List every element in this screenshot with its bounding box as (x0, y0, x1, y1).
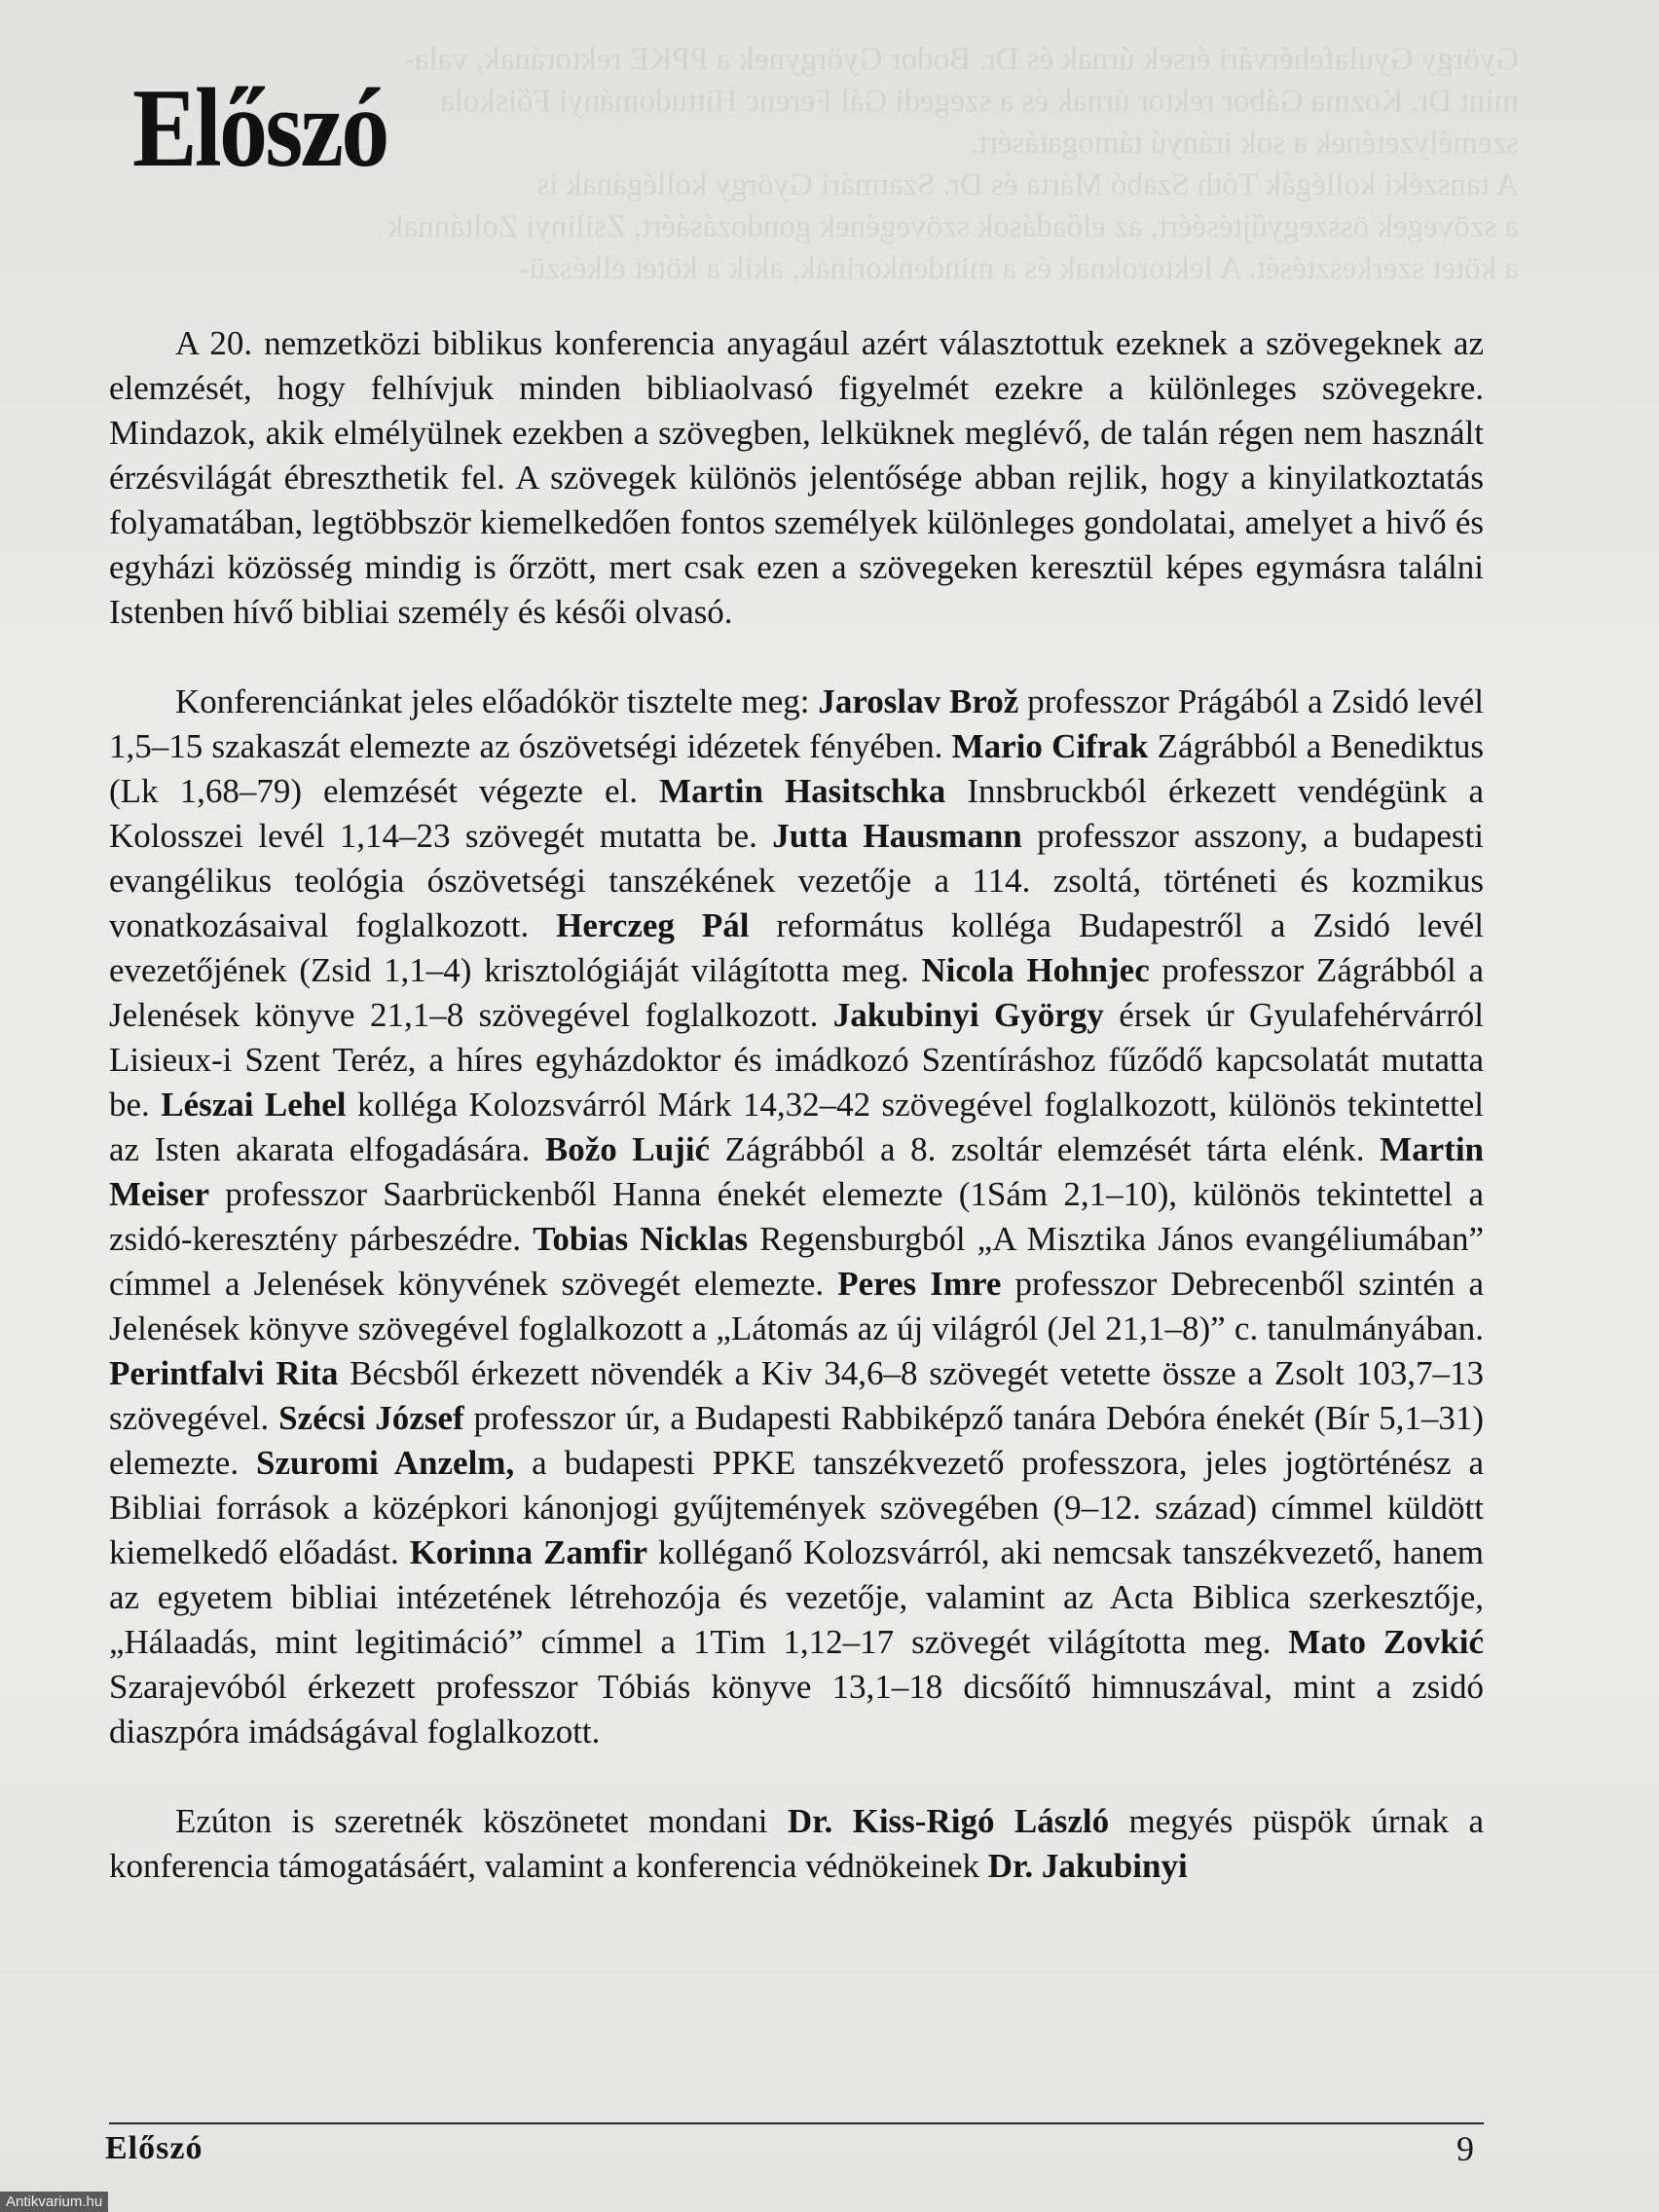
text-run: érsek úr Gyulafehérvárról Lisieux-i Szent Teréz, a híres egyházdoktor és imádkozó Szentíráshoz fűződő kapcsolatát mutatta be. (109, 996, 1484, 1124)
author-name: Dr. Jakubinyi (987, 1847, 1188, 1885)
text-run: Ezúton is szeretnék köszönetet mondani (175, 1802, 788, 1840)
author-name: Jutta Hausmann (772, 817, 1022, 855)
text-run: megyés püspök úrnak a konferencia támogatásáért, valamint a konferencia védnökeinek (109, 1802, 1485, 1885)
text-run: a budapesti PPKE tanszékvezető professzora, jeles jogtörténész a Bibliai források a középkori kánonjogi gyűjtemények szövegében (9–12. század) címmel küldött kiemelkedő előadást. (109, 1444, 1484, 1571)
author-name: Jaroslav Brož (818, 682, 1019, 720)
text-run: professzor Zágrábból a Jelenések könyve 21,1–8 szövegével foglalkozott. (109, 951, 1485, 1034)
bleed-through-line: György Gyulafehérvári érsek úrnak és Dr. Bodor Györgynek a PPKE rektorának, vala- (403, 42, 1519, 77)
author-name: Peres Imre (837, 1265, 1002, 1303)
text-run: kolléga Kolozsvárról Márk 14,32–42 szövegével foglalkozott, különös tekintettel az Isten akarata elfogadására. (109, 1086, 1484, 1168)
text-run: református kolléga Budapestről a Zsidó levél evezetőjének (Zsid 1,1–4) krisztológiáját világította meg. (109, 906, 1484, 989)
author-name: Nicola Hohnjec (921, 951, 1150, 989)
text-run: kolléganő Kolozsvárról, aki nemcsak tanszékvezető, hanem az egyetem bibliai intézetének létrehozója és vezetője, valamint az Acta Biblica szerkesztője, „Hálaadás, mint legitimáció” címmel a 1Tim 1,12–17 szövegét világította meg. (109, 1533, 1484, 1661)
bleed-through-line: személyzetének a sok irányú támogatásért. (970, 126, 1519, 161)
text-run: Szarajevóból érkezett professzor Tóbiás könyve 13,1–18 dicsőítő himnuszával, mint a zsidó diaszpóra imádságával foglalkozott. (109, 1668, 1484, 1751)
author-name: Mario Cifrak (951, 727, 1149, 765)
bleed-through-line: a kötet szerkesztését. A lektoroknak és a mindenkorinak, akik a kötet elkészü- (518, 251, 1519, 286)
bleed-through-line: mint Dr. Kozma Gábor rektor úrnak és a szegedi Gál Ferenc Hittudományi Főiskola (440, 84, 1519, 119)
author-name: Martin Hasitschka (659, 772, 946, 810)
text-run: Konferenciánkat jeles előadókör tisztelte meg: (175, 682, 819, 720)
author-name: Jakubinyi György (832, 996, 1104, 1034)
bleed-through-text (387, 39, 1519, 331)
text-run: Regensburgból „A Misztika János evangéliumában” címmel a Jelenések könyvének szövegét elemezte. (109, 1220, 1484, 1303)
text-run: Bécsből érkezett növendék a Kiv 34,6–8 szövegét vetette össze a Zsolt 103,7–13 szövegével. (109, 1354, 1485, 1437)
text-run: professzor Saarbrückenből Hanna énekét elemezte (1Sám 2,1–10), különös tekintettel a zsidó-keresztény párbeszédre. (109, 1175, 1484, 1258)
paragraph (109, 321, 1484, 635)
author-name: Tobias Nicklas (533, 1220, 749, 1258)
text-run: Innsbruckból érkezett vendégünk a Kolosszei levél 1,14–23 szövegét mutatta be. (109, 772, 1484, 855)
text-run: Zágrábból a 8. zsoltár elemzését tárta elénk. (710, 1130, 1381, 1168)
author-name: Mato Zovkić (1288, 1623, 1484, 1661)
bleed-through-line: A tanszéki kollégák Tóth Szabó Márta és Dr. Szatmári György kollégának is (536, 167, 1519, 203)
running-footer-title: Előszó (105, 2130, 203, 2166)
watermark: Antikvarium.hu (0, 2192, 108, 2212)
author-name: Szécsi József (278, 1399, 464, 1437)
footer-rule (109, 2122, 1484, 2124)
text-run: professzor Debrecenből szintén a Jelenések könyve szövegével foglalkozott a „Látomás az új világról (Jel 21,1–8)” c. tanulmányában. (109, 1265, 1485, 1347)
body-text (109, 321, 1484, 1889)
author-name: Lészai Lehel (161, 1086, 347, 1124)
text-run: professzor úr, a Budapesti Rabbiképző tanára Debóra énekét (Bír 5,1–31) elemezte. (109, 1399, 1484, 1482)
paragraph (109, 680, 1484, 1754)
page-title: Előszó (132, 66, 387, 191)
author-name: Božo Lujić (544, 1130, 711, 1168)
author-name: Perintfalvi Rita (109, 1354, 339, 1392)
text-run: Zágrábból a Benediktus (Lk 1,68–79) elemzését végezte el. (109, 727, 1484, 810)
paragraph (109, 1799, 1484, 1889)
text-run: A 20. nemzetközi biblikus konferencia anyagául azért választottuk ezeknek a szövegeknek az elemzését, hogy felhívjuk minden bibliaolvasó figyelmét ezekre a különleges szövegekre. Mindazok, akik elmélyülnek ezekben a szövegben, lelküknek meglévő, de talán régen nem használt érzésvilágát ébreszthetik fel. A szövegek különös jelentősége abban rejlik, hogy a kinyilatkoztatás folyamatában, legtöbbször kiemelkedően fontos személyek különleges gondolatai, amelyet a hivő és egyházi közösség mindig is őrzött, mert csak ezen a szövegeken keresztül képes egymásra találni Istenben hívő bibliai személy és késői olvasó. (109, 324, 1484, 631)
bleed-through-line: a szövegek összegyűjtéséért, az előadások szövegének gondozásáért, Zsilinyi Zoltánnak (387, 209, 1519, 244)
text-run: professzor Prágából a Zsidó levél 1,5–15 szakaszát elemezte az ószövetségi idézetek fényében. (109, 682, 1485, 765)
author-name: Korinna Zamfir (409, 1533, 648, 1571)
author-name: Szuromi Anzelm, (256, 1444, 515, 1482)
page-number: 9 (1456, 2129, 1474, 2168)
author-name: Martin Meiser (109, 1130, 1485, 1213)
author-name: Herczeg Pál (556, 906, 750, 944)
text-run: professzor asszony, a budapesti evangélikus teológia ószövetségi tanszékének vezetője a 114. zsoltá, történeti és kozmikus vonatkozásaival foglalkozott. (109, 817, 1484, 944)
author-name: Dr. Kiss-Rigó László (787, 1802, 1110, 1840)
